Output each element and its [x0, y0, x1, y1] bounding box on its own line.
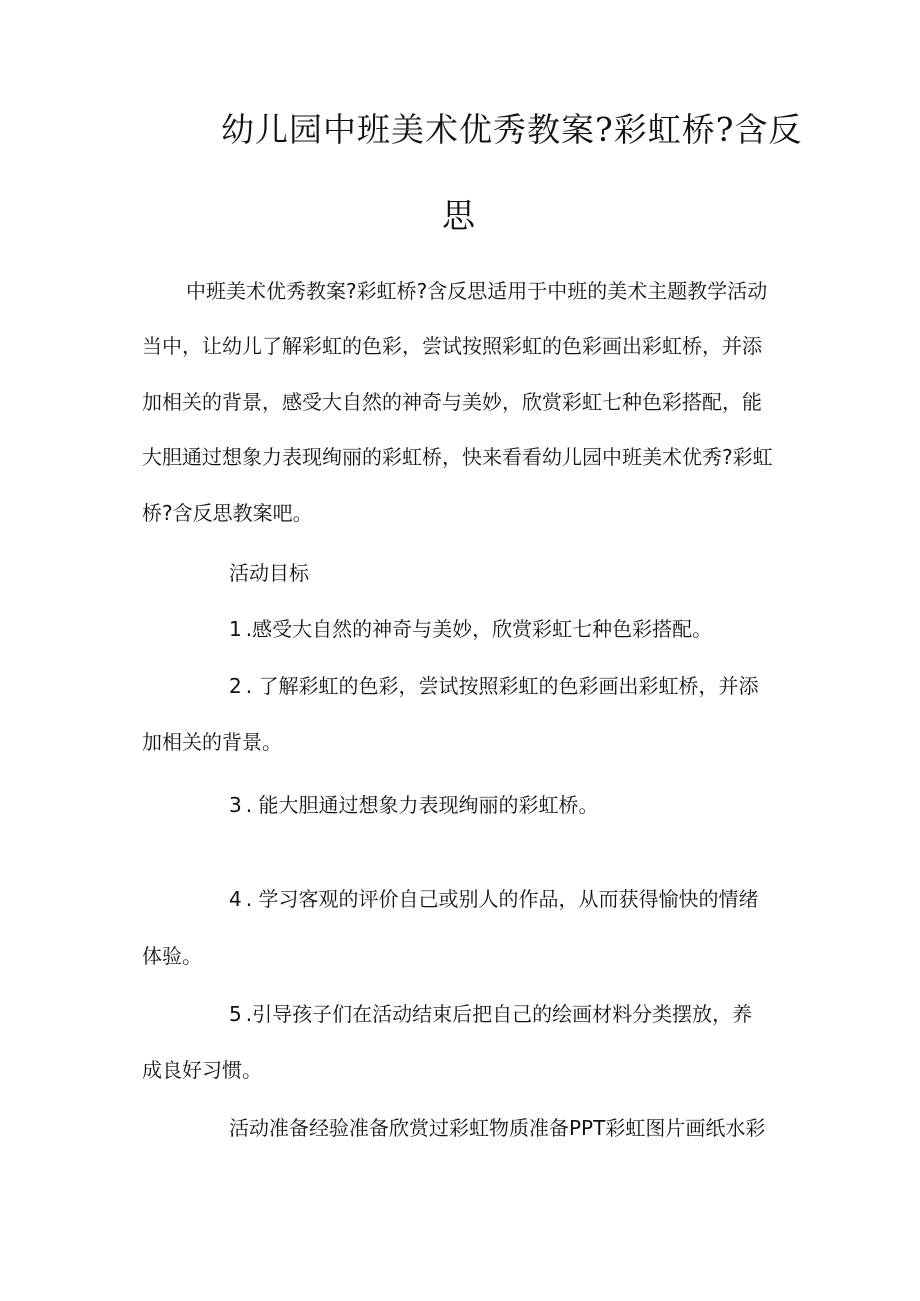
goal-item-2: [229, 671, 758, 701]
goal-item-4-continuation: 体验。: [142, 944, 202, 968]
intro-line: 大胆通过想象力表现绚丽的彩虹桥，快来看看幼儿园中班美术优秀?彩虹: [142, 445, 773, 469]
intro-line: 加相关的背景，感受大自然的神奇与美妙，欣赏彩虹七种色彩搭配，能: [142, 390, 762, 414]
section-heading: 活动目标: [229, 561, 309, 585]
goal-number: 2: [229, 674, 242, 698]
goal-item-3: [229, 790, 598, 820]
goal-text: . 学习客观的评价自己或别人的作品，从而获得愉快的情绪: [245, 887, 759, 911]
goal-number: 5: [229, 1002, 242, 1026]
document-title-line-1: 幼儿园中班美术优秀教案?彩虹桥?含反: [221, 110, 803, 149]
goal-text: . 能大胆通过想象力表现绚丽的彩虹桥。: [245, 793, 599, 817]
preparation-line: 活动准备经验准备欣赏过彩虹物质准备PPT彩虹图片画纸水彩: [229, 1116, 766, 1140]
goal-item-1: [229, 614, 712, 644]
goal-number: 3: [229, 793, 242, 817]
goal-item-5-continuation: 成良好习惯。: [142, 1058, 262, 1082]
goal-text: . 了解彩虹的色彩，尝试按照彩虹的色彩画出彩虹桥，并添: [245, 674, 759, 698]
goal-text: .感受大自然的神奇与美妙，欣赏彩虹七种色彩搭配。: [245, 617, 713, 641]
document-title-line-2: 思: [442, 196, 476, 235]
goal-item-5: [229, 999, 752, 1029]
goal-text: .引导孩子们在活动结束后把自己的绘画材料分类摆放，养: [245, 1002, 753, 1026]
goal-number: 1: [229, 617, 242, 641]
intro-line: 当中，让幼儿了解彩虹的色彩，尝试按照彩虹的色彩画出彩虹桥，并添: [142, 334, 762, 358]
goal-number: 4: [229, 887, 242, 911]
goal-item-2-continuation: 加相关的背景。: [142, 730, 282, 754]
intro-line: 中班美术优秀教案?彩虹桥?含反思适用于中班的美术主题教学活动: [186, 279, 768, 303]
intro-line: 桥?含反思教案吧。: [142, 501, 313, 525]
goal-item-4: [229, 884, 758, 914]
